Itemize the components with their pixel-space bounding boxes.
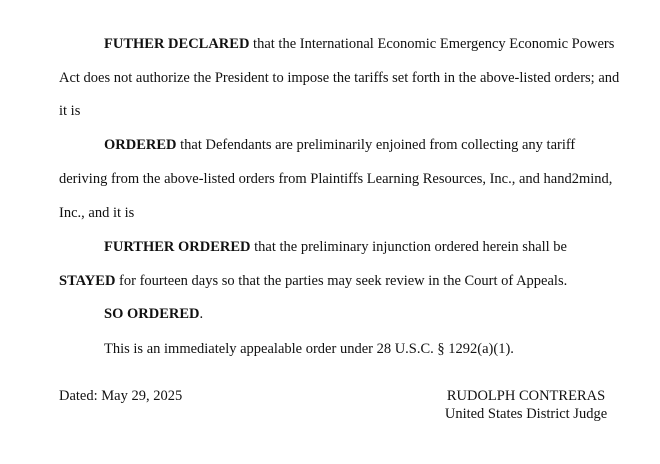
paragraph-3-text-2: for fourteen days so that the parties may seek review in the Court of Appeals.: [115, 273, 568, 289]
appealable-order-line: This is an immediately appealable order under 28 U.S.C. § 1292(a)(1).: [104, 341, 514, 357]
further-ordered-heading: FURTHER ORDERED: [104, 239, 251, 255]
paragraph-3-text: that the preliminary injunction ordered herein shall be: [250, 239, 567, 255]
paragraph-3-line-1: [104, 238, 567, 256]
so-ordered-heading: SO ORDERED: [104, 306, 200, 322]
judge-title: United States District Judge: [444, 406, 608, 422]
paragraph-3-line-2: [59, 272, 567, 290]
dated-line: Dated: May 29, 2025: [59, 388, 183, 404]
so-ordered-period: .: [199, 306, 204, 322]
paragraph-1-line-2: Act does not authorize the President to impose the tariffs set forth in the above-listed orders; and: [59, 70, 620, 86]
paragraph-2-line-2: deriving from the above-listed orders from Plaintiffs Learning Resources, Inc., and hand2mind,: [59, 171, 613, 187]
paragraph-1-line-1: [104, 35, 614, 53]
paragraph-2-line-3: Inc., and it is: [59, 205, 135, 221]
so-ordered-line: [104, 305, 203, 323]
paragraph-2-line-1: [104, 136, 575, 154]
paragraph-1-line-3: it is: [59, 103, 81, 119]
paragraph-2-text: that Defendants are preliminarily enjoined from collecting any tariff: [176, 137, 576, 153]
judge-name: RUDOLPH CONTRERAS: [446, 388, 606, 404]
declared-heading: FUTHER DECLARED: [104, 36, 250, 52]
judge-signature-block: [440, 387, 612, 423]
ordered-heading: ORDERED: [104, 137, 177, 153]
paragraph-1-text: that the International Economic Emergency Economic Powers: [249, 36, 615, 52]
stayed-heading: STAYED: [59, 273, 116, 289]
